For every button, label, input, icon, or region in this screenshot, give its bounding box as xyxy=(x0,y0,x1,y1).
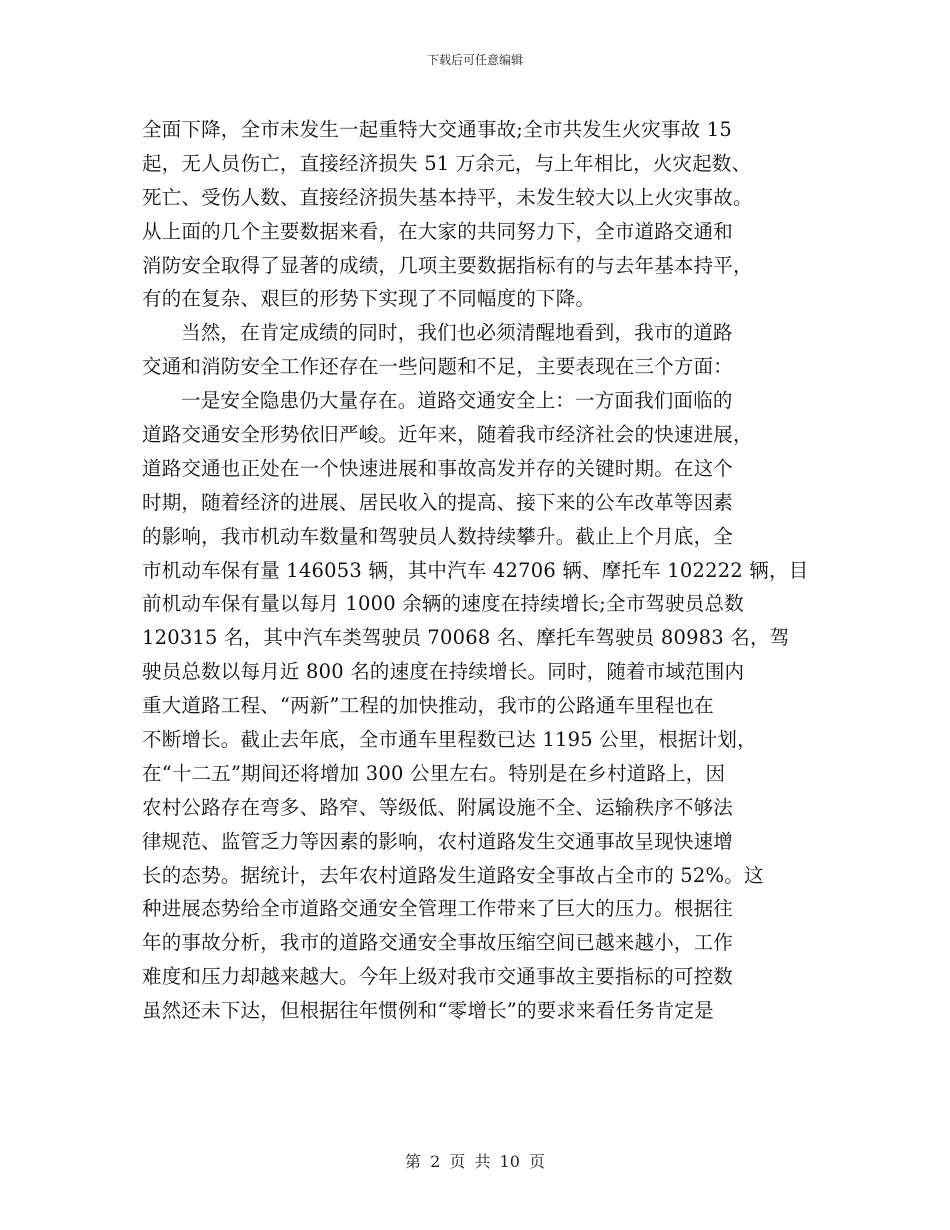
body-line: 全面下降，全市未发生一起重特大交通事故;全市共发生火灾事故 15 xyxy=(142,118,732,141)
body-line: 驶员总数以每月近 800 名的速度在持续增长。同时，随着市域范围内 xyxy=(142,660,745,684)
body-line: 消防安全取得了显著的成绩，几项主要数据指标有的与去年基本持平， xyxy=(142,253,753,277)
body-line: 道路交通也正处在一个快速进展和事故高发并存的关键时期。在这个 xyxy=(142,456,734,480)
paragraph-start-line: 一是安全隐患仍大量存在。道路交通安全上：一方面我们面临的 xyxy=(181,389,733,413)
body-line: 起，无人员伤亡，直接经济损失 51 万余元，与上年相比，火灾起数、 xyxy=(142,151,752,175)
body-line: 120315 名，其中汽车类驾驶员 70068 名、摩托车驾驶员 80983 名，驾 xyxy=(142,626,790,650)
body-line: 律规范、监管乏力等因素的影响，农村道路发生交通事故呈现快速增 xyxy=(142,829,734,853)
body-line: 的影响，我市机动车数量和驾驶员人数持续攀升。截止上个月底，全 xyxy=(142,524,734,548)
body-line: 交通和消防安全工作还存在一些问题和不足，主要表现在三个方面： xyxy=(142,355,734,379)
body-line: 在“十二五”期间还将增加 300 公里左右。特别是在乡村道路上，因 xyxy=(142,761,726,785)
page-header: 下载后可任意编辑 xyxy=(426,53,523,67)
body-line: 农村公路存在弯多、路窄、等级低、附属设施不全、运输秩序不够法 xyxy=(142,795,734,819)
body-line: 不断增长。截止去年底，全市通车里程数已达 1195 公里，根据计划， xyxy=(142,728,757,752)
body-line: 年的事故分析，我市的道路交通安全事故压缩空间已越来越小，工作 xyxy=(142,931,734,955)
page-number-footer: 第 2 页 共 10 页 xyxy=(405,1152,545,1171)
body-line: 前机动车保有量以每月 1000 余辆的速度在持续增长;全市驾驶员总数 xyxy=(142,592,744,616)
body-line: 从上面的几个主要数据来看，在大家的共同努力下，全市道路交通和 xyxy=(142,219,734,243)
body-line: 死亡、受伤人数、直接经济损失基本持平，未发生较大以上火灾事故。 xyxy=(142,185,753,209)
body-line: 长的态势。据统计，去年农村道路发生道路安全事故占全市的 52%。这 xyxy=(142,863,764,887)
body-line: 种进展态势给全市道路交通安全管理工作带来了巨大的压力。根据往 xyxy=(142,897,734,921)
body-line: 虽然还未下达，但根据往年惯例和“零增长”的要求来看任务肯定是 xyxy=(142,999,714,1023)
body-line: 难度和压力却越来越大。今年上级对我市交通事故主要指标的可控数 xyxy=(142,965,734,989)
body-line: 市机动车保有量 146053 辆，其中汽车 42706 辆、摩托车 102222 辆，目 xyxy=(142,558,809,582)
paragraph-start-line: 当然，在肯定成绩的同时，我们也必须清醒地看到，我市的道路 xyxy=(181,321,733,345)
body-line: 有的在复杂、艰巨的形势下实现了不同幅度的下降。 xyxy=(142,287,596,311)
body-line: 时期，随着经济的进展、居民收入的提高、接下来的公车改革等因素 xyxy=(142,490,734,514)
document-body xyxy=(142,113,809,1028)
body-line: 重大道路工程、“两新”工程的加快推动，我市的公路通车里程也在 xyxy=(142,694,714,718)
body-line: 道路交通安全形势依旧严峻。近年来，随着我市经济社会的快速进展， xyxy=(142,423,753,447)
